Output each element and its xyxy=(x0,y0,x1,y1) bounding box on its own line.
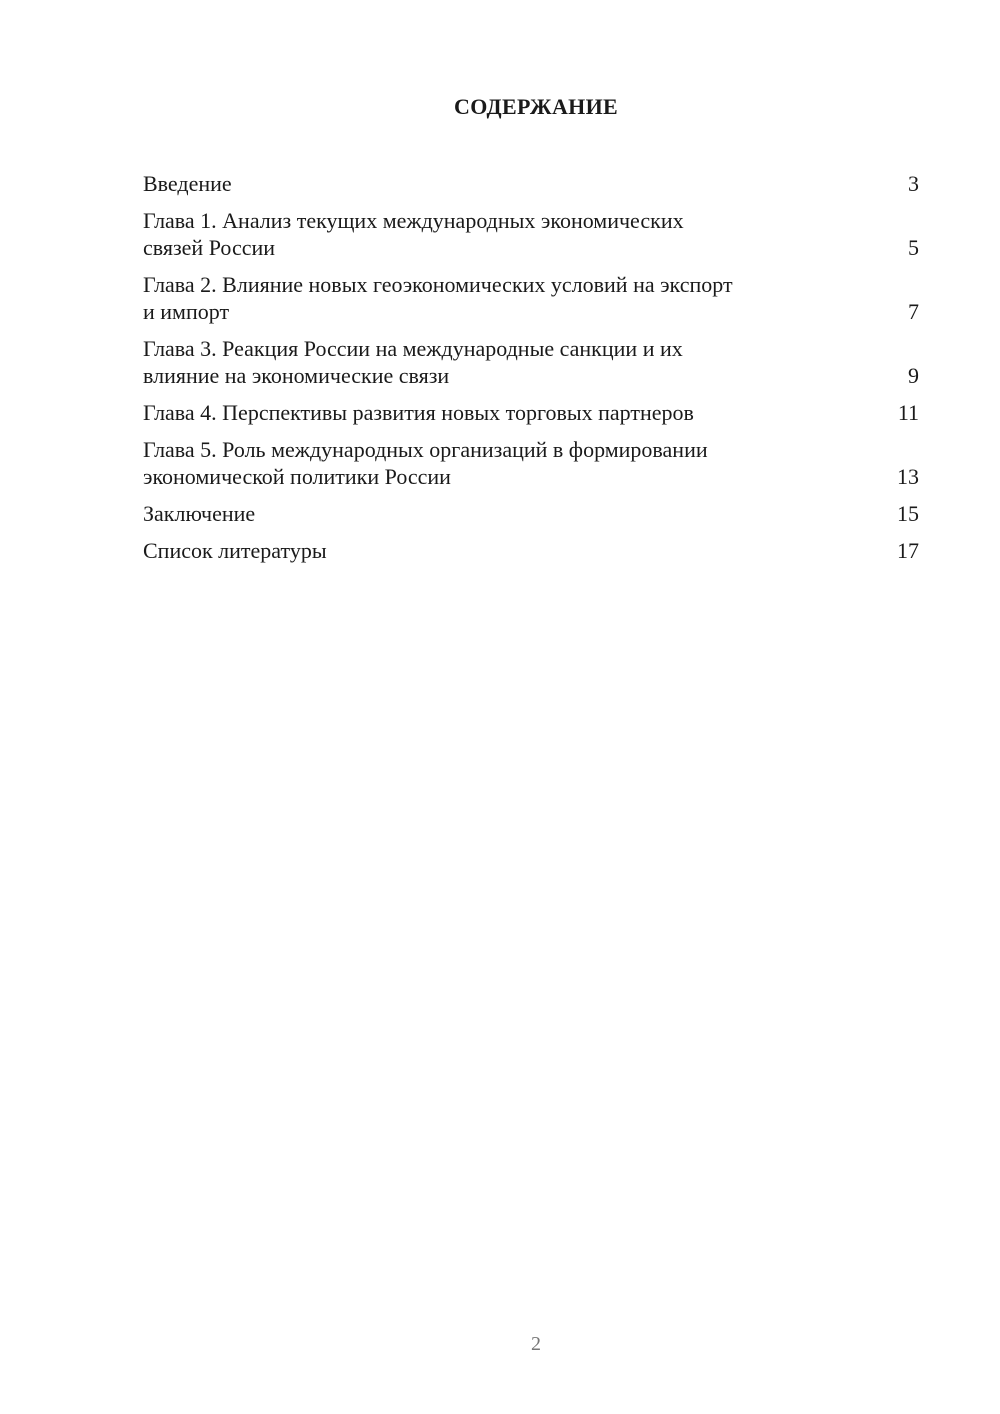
toc-entry-title-line: Заключение xyxy=(143,501,256,526)
toc-entry-bibliography xyxy=(143,537,919,564)
toc-entry-page-number: 11 xyxy=(897,400,919,425)
toc-entry-conclusion xyxy=(143,500,919,527)
toc-entry-title-line: Глава 5. Роль международных организаций в формировании xyxy=(143,437,708,462)
toc-entry-title xyxy=(143,335,823,389)
toc-entry-page-number: 3 xyxy=(908,171,919,196)
toc-entry-title-line: и импорт xyxy=(143,299,230,324)
toc-entry-title xyxy=(143,271,823,325)
toc-entry-title-line: связей России xyxy=(143,235,276,260)
toc-entry-title-line: влияние на экономические связи xyxy=(143,363,450,388)
toc-entry-page-number: 15 xyxy=(897,501,919,526)
toc-entry-title-line: Глава 3. Реакция России на международные санкции и их xyxy=(143,336,683,361)
toc-entry-chapter-3 xyxy=(143,335,919,389)
toc-entry-title-line: Глава 1. Анализ текущих международных экономических xyxy=(143,208,684,233)
toc-entry-title xyxy=(143,207,823,261)
toc-entry-title-line: Глава 2. Влияние новых геоэкономических условий на экспорт xyxy=(143,272,733,297)
toc-entry-title xyxy=(143,399,823,426)
toc-entry-page-number: 13 xyxy=(897,464,919,489)
toc-entry-title-line: Список литературы xyxy=(143,538,327,563)
toc-entry-title xyxy=(143,500,823,527)
toc-entry-chapter-5 xyxy=(143,436,919,490)
toc-entry-title-line: экономической политики России xyxy=(143,464,451,489)
toc-entry-title xyxy=(143,170,823,197)
toc-entry-title xyxy=(143,537,823,564)
toc-entry-page-number: 7 xyxy=(908,299,919,324)
toc-entry-chapter-4 xyxy=(143,399,919,426)
toc-entry-page-number: 5 xyxy=(908,235,919,260)
toc-heading: СОДЕРЖАНИЕ xyxy=(454,94,618,119)
toc-entry-title-line: Введение xyxy=(143,171,232,196)
toc-entry-page-number: 9 xyxy=(908,363,919,388)
page-number: 2 xyxy=(531,1333,541,1355)
toc-list xyxy=(143,170,919,574)
toc-entry-title xyxy=(143,436,823,490)
toc-entry-title-line: Глава 4. Перспективы развития новых торговых партнеров xyxy=(143,400,694,425)
toc-entry-introduction xyxy=(143,170,919,197)
toc-entry-chapter-2 xyxy=(143,271,919,325)
toc-entry-page-number: 17 xyxy=(897,538,919,563)
toc-entry-chapter-1 xyxy=(143,207,919,261)
